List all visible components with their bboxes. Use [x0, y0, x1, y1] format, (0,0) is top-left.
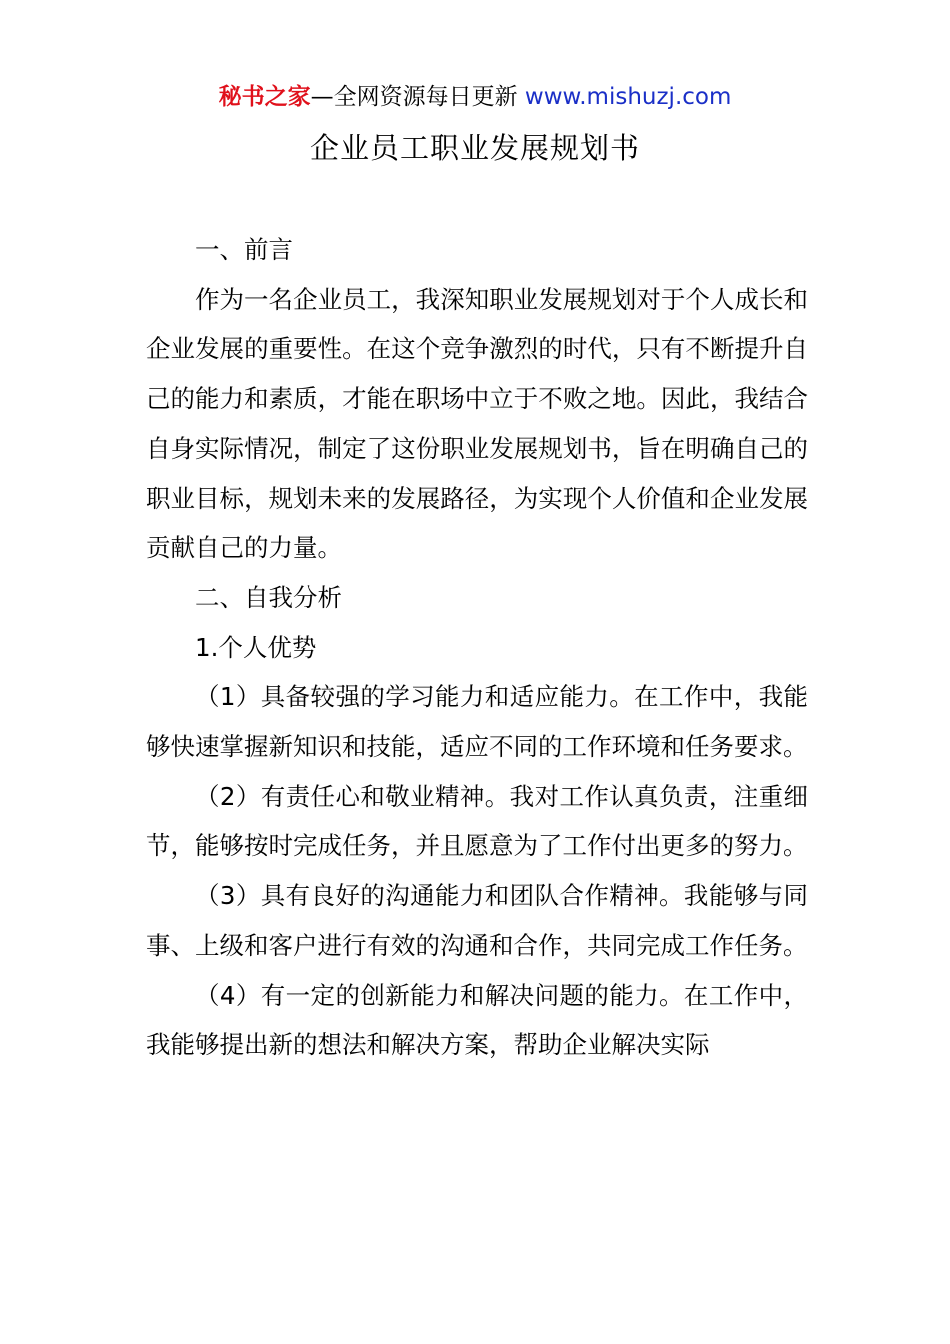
- document-body: [146, 225, 808, 1070]
- paragraph-preface: 作为一名企业员工，我深知职业发展规划对于个人成长和企业发展的重要性。在这个竞争激烈的时代，只有不断提升自己的能力和素质，才能在职场中立于不败之地。因此，我结合自身实际情况，制定了这份职业发展规划书，旨在明确自己的职业目标，规划未来的发展路径，为实现个人价值和企业发展贡献自己的力量。: [146, 284, 808, 563]
- site-url-link[interactable]: www.mishuzj.com: [524, 84, 732, 110]
- document-title: 企业员工职业发展规划书: [309, 131, 640, 165]
- site-tagline: —全网资源每日更新: [310, 84, 518, 110]
- paragraph-strength-2: （2）有责任心和敬业精神。我对工作认真负责，注重细节，能够按时完成任务，并且愿意为了工作付出更多的努力。: [146, 781, 808, 861]
- section-heading-preface: 一、前言: [195, 235, 293, 264]
- paragraph-strength-1: （1）具备较强的学习能力和适应能力。在工作中，我能够快速掌握新知识和技能，适应不同的工作环境和任务要求。: [146, 682, 808, 762]
- site-header: [0, 80, 950, 114]
- section-heading-self-analysis: 二、自我分析: [195, 582, 342, 612]
- paragraph-strength-4: （4）有一定的创新能力和解决问题的能力。在工作中，我能够提出新的想法和解决方案，帮助企业解决实际: [146, 980, 808, 1060]
- paragraph-strength-3: （3）具有良好的沟通能力和团队合作精神。我能够与同事、上级和客户进行有效的沟通和合作，共同完成工作任务。: [146, 881, 808, 960]
- site-name: 秘书之家: [218, 84, 311, 110]
- subheading-personal-strengths: 1.个人优势: [195, 632, 317, 662]
